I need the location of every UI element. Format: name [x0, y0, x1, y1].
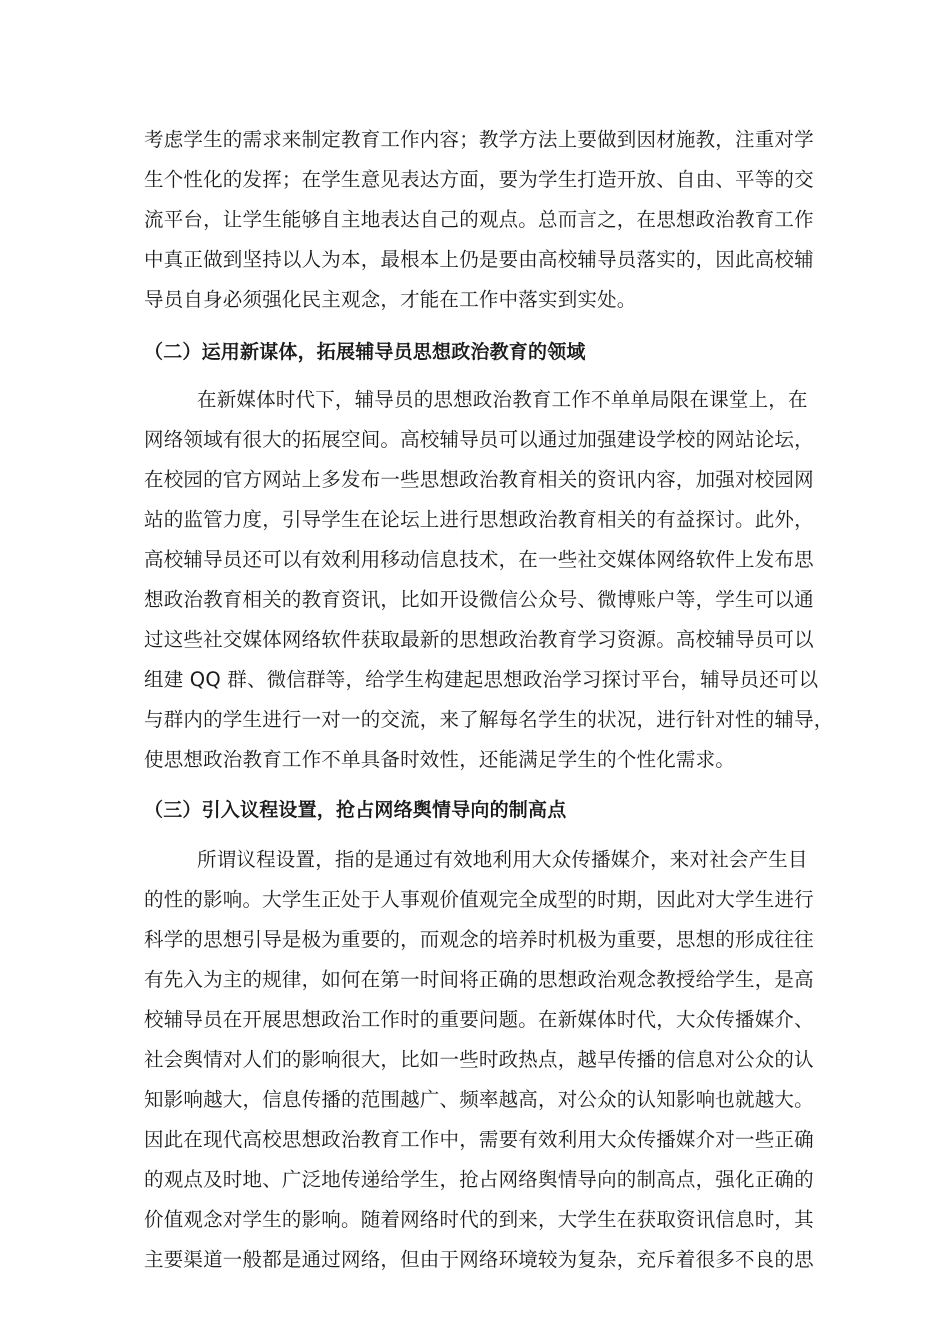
text-line: 校辅导员在开展思想政治工作时的重要问题。在新媒体时代，大众传播媒介、: [144, 1008, 814, 1031]
text-line: 高校辅导员还可以有效利用移动信息技术，在一些社交媒体网络软件上发布思: [144, 548, 814, 571]
text-line: 有先入为主的规律，如何在第一时间将正确的思想政治观念教授给学生，是高: [144, 968, 814, 991]
text-line: 流平台，让学生能够自主地表达自己的观点。总而言之，在思想政治教育工作: [144, 208, 814, 231]
text-line: 社会舆情对人们的影响很大，比如一些时政热点，越早传播的信息对公众的认: [144, 1048, 814, 1071]
text-line: 站的监管力度，引导学生在论坛上进行思想政治教育相关的有益探讨。此外，: [144, 508, 814, 531]
text-line: 主要渠道一般都是通过网络，但由于网络环境较为复杂，充斥着很多不良的思: [144, 1248, 814, 1271]
section-heading-2: （二）运用新谋体，拓展辅导员思想政治教育的领域: [144, 341, 586, 363]
text-line: 因此在现代高校思想政治教育工作中，需要有效利用大众传播媒介对一些正确: [144, 1128, 814, 1151]
text-line: 过这些社交媒体网络软件获取最新的思想政治教育学习资源。高校辅导员可以: [144, 628, 814, 651]
text-line: 中真正做到坚持以人为本，最根本上仍是要由高校辅导员落实的，因此高校辅: [144, 248, 814, 271]
text-line: 的观点及时地、广泛地传递给学生，抢占网络舆情导向的制高点，强化正确的: [144, 1168, 814, 1191]
text-line: 所谓议程设置，指的是通过有效地利用大众传播媒介，来对社会产生目: [197, 848, 808, 871]
text-line: 想政治教育相关的教育资讯，比如开设微信公众号、微博账户等，学生可以通: [144, 588, 814, 611]
text-line: 价值观念对学生的影响。随着网络时代的到来，大学生在获取资讯信息时，其: [144, 1208, 814, 1231]
text-line: 组建 QQ 群、微信群等，给学生构建起思想政治学习探讨平台，辅导员还可以: [144, 668, 819, 691]
text-line: 在新媒体时代下，辅导员的思想政治教育工作不单单局限在课堂上，在: [197, 388, 808, 411]
text-line: 考虑学生的需求来制定教育工作内容；教学方法上要做到因材施教，注重对学: [144, 128, 814, 151]
text-line: 与群内的学生进行一对一的交流，来了解每名学生的状况，进行针对性的辅导，: [144, 708, 834, 731]
text-line: 在校园的官方网站上多发布一些思想政治教育相关的资讯内容，加强对校园网: [144, 468, 814, 491]
text-line: 的性的影响。大学生正处于人事观价值观完全成型的时期，因此对大学生进行: [144, 888, 814, 911]
text-line: 科学的思想引导是极为重要的，而观念的培养时机极为重要，思想的形成往往: [144, 928, 814, 951]
text-line: 导员自身必须强化民主观念，才能在工作中落实到实处。: [144, 288, 637, 311]
text-line: 网络领域有很大的拓展空间。高校辅导员可以通过加强建设学校的网站论坛，: [144, 428, 814, 451]
text-line: 生个性化的发挥；在学生意见表达方面，要为学生打造开放、自由、平等的交: [144, 168, 814, 191]
section-heading-3: （三）引入议程设置，抢占网络舆情导向的制高点: [144, 799, 567, 821]
text-line: 知影响越大，信息传播的范围越广、频率越高，对公众的认知影响也就越大。: [144, 1088, 814, 1111]
text-line: 使思想政治教育工作不单具备时效性，还能满足学生的个性化需求。: [144, 748, 736, 771]
